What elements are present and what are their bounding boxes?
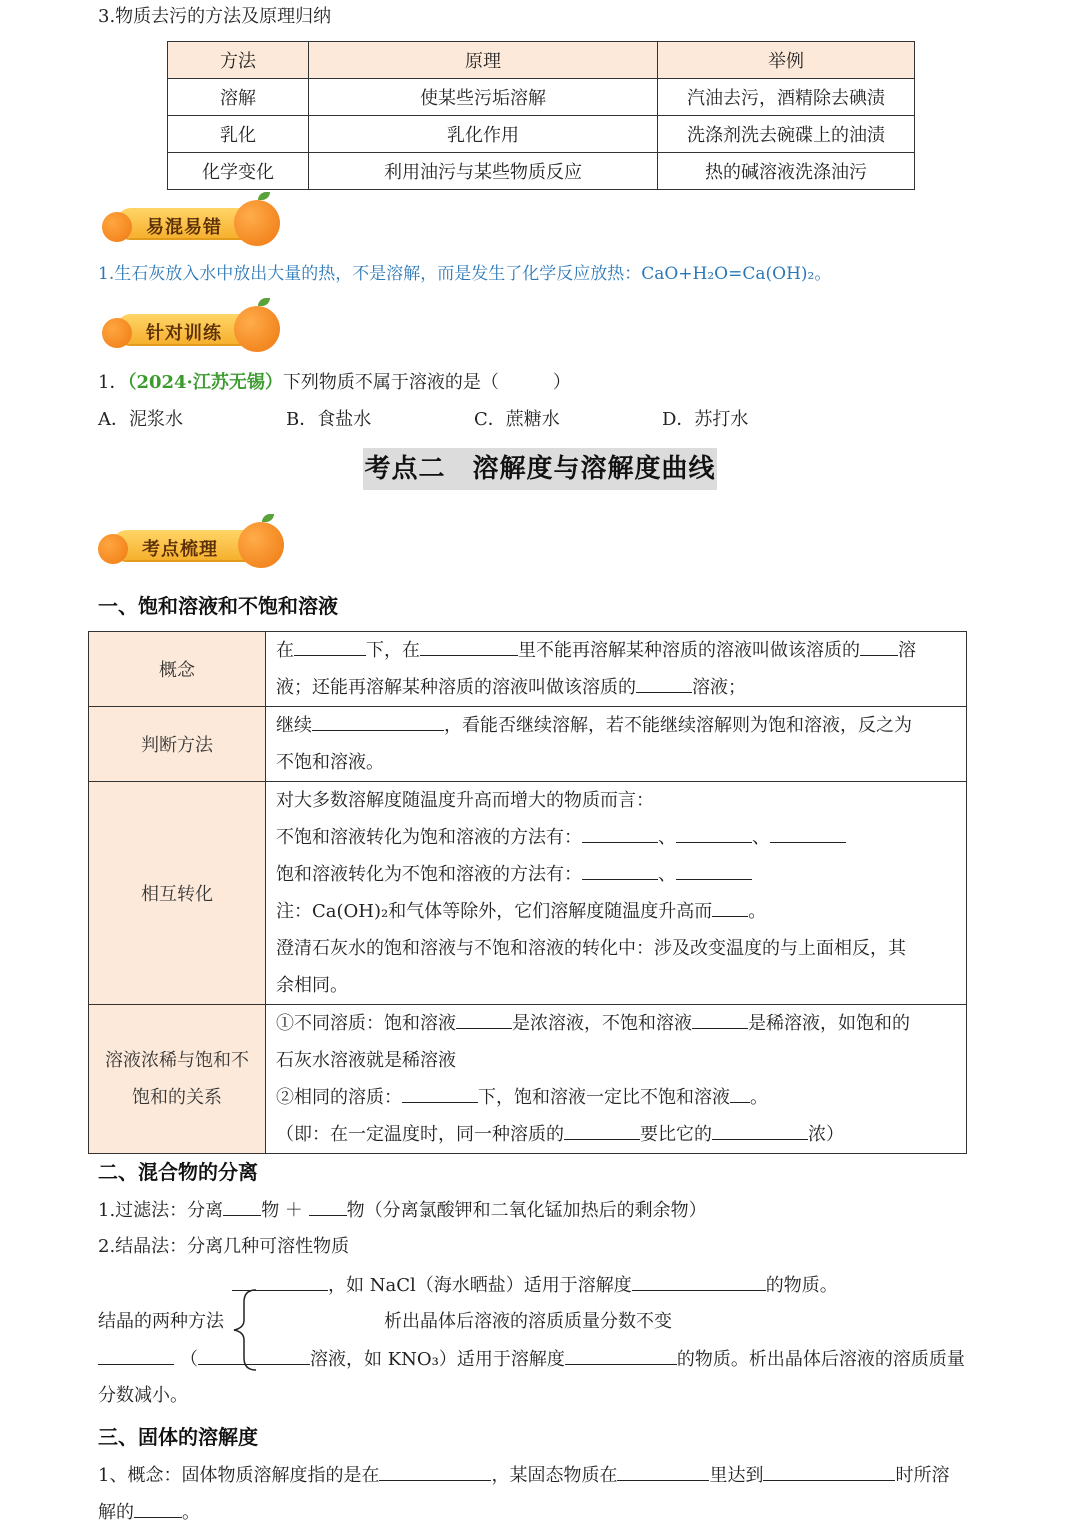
badge-label: 易混易错 [146,217,222,238]
table-cell: 利用油污与某些物质反应 [309,153,658,190]
table-cell: 化学变化 [168,153,309,190]
note-formula: CaO+H₂O=Ca(OH)₂。 [641,264,832,284]
orange-icon [102,318,132,348]
crystallization-line: 2.结晶法：分离几种可溶性物质 [98,1236,350,1257]
header-principle: 原理 [309,42,658,79]
table-cell: 汽油去污，酒精除去碘渍 [658,79,915,116]
crystal-method-2-cont: 分数减小。 [98,1385,188,1406]
badge-practice [102,306,282,356]
orange-icon [234,306,280,352]
table-cell: 溶解 [168,79,309,116]
solubility-concept: 1、概念：固体物质溶解度指的是在 ，某固态物质在 里达到 时所溶 [98,1465,950,1486]
table-row [89,782,967,1005]
header-example: 举例 [658,42,915,79]
crystal-note: 析出晶体后溶液的溶质质量分数不变 [384,1311,672,1332]
confuse-note [98,264,831,284]
table-row [89,707,967,782]
label-judge: 判断方法 [89,707,266,782]
table-row [168,79,915,116]
part2-title: 二、混合物的分离 [98,1160,258,1184]
option-c[interactable]: C．蔗糖水 [474,409,560,430]
question-text: 下列物质不属于溶液的是（ ） [282,372,571,393]
orange-icon [98,534,128,564]
option-d[interactable]: D．苏打水 [662,409,749,430]
judge-content: 继续 ，看能否继续溶解，若不能继续溶解则为饱和溶液，反之为 不饱和溶液。 [266,707,967,782]
table-row [89,632,967,707]
crystal-label: 结晶的两种方法 [98,1311,224,1332]
crystal-method-1: ，如 NaCl（海水晒盐）适用于溶解度 的物质。 [232,1274,838,1297]
filtration-line: 1.过滤法：分离 物 ＋ 物（分离氯酸钾和二氧化锰加热后的剩余物） [98,1200,707,1221]
table-row [168,153,915,190]
section-title: 考点二 溶解度与溶解度曲线 [363,448,717,490]
badge-label: 针对训练 [146,323,222,344]
table-row [89,1005,967,1154]
convert-content: 对大多数溶解度随温度升高而增大的物质而言： 不饱和溶液转化为饱和溶液的方法有： 、 、 饱和溶液转化为不饱和溶液的方法有： 、 注：Ca(OH)₂和气体等除外，它们溶解度随温度升高而 。 澄清石灰水的饱和溶液与不饱和溶液的转化中：涉及改变温度的与上面相反，其 余相同。 [266,782,967,1005]
solubility-concept-cont: 解的 。 [98,1502,200,1523]
badge-review [98,522,288,572]
label-relation: 溶液浓稀与饱和不 饱和的关系 [89,1005,266,1154]
table-cell: 使某些污垢溶解 [309,79,658,116]
option-a[interactable]: A．泥浆水 [98,409,183,430]
table-row [168,116,915,153]
question-number: 1． [98,372,128,393]
table-cell: 乳化作用 [309,116,658,153]
question-source: （2024·江苏无锡） [127,372,283,393]
relation-content: ①不同溶质：饱和溶液 是浓溶液，不饱和溶液 是稀溶液，如饱和的 石灰水溶液就是稀溶液 ②相同的溶质： 下，饱和溶液一定比不饱和溶液 。 （即：在一定温度时，同一种溶质的 要比它的 浓） [266,1005,967,1154]
label-convert: 相互转化 [89,782,266,1005]
part3-title: 三、固体的溶解度 [98,1425,258,1449]
section-heading: 3.物质去污的方法及原理归纳 [98,6,332,27]
note-text: 1.生石灰放入水中放出大量的热，不是溶解，而是发生了化学反应放热： [98,264,642,284]
part1-title: 一、饱和溶液和不饱和溶液 [98,594,338,618]
orange-icon [238,522,284,568]
option-b[interactable]: B．食盐水 [286,409,372,430]
orange-icon [234,200,280,246]
question-stem [98,372,571,394]
table-cell: 热的碱溶液洗涤油污 [658,153,915,190]
badge-label: 考点梳理 [142,539,218,560]
saturation-table [88,631,967,1154]
table-cell: 洗涤剂洗去碗碟上的油渍 [658,116,915,153]
label-concept: 概念 [89,632,266,707]
table-header-row [168,42,915,79]
badge-confuse [102,200,282,250]
cleaning-methods-table [167,41,915,190]
concept-content: 在 下，在 里不能再溶解某种溶质的溶液叫做该溶质的 溶 液；还能再溶解某种溶质的溶液叫做该溶质的 溶液； [266,632,967,707]
orange-icon [102,212,132,242]
header-method: 方法 [168,42,309,79]
table-cell: 乳化 [168,116,309,153]
crystal-method-2: （ 溶液，如 KNO₃）适用于溶解度 的物质。析出晶体后溶液的溶质质量 [98,1348,965,1371]
